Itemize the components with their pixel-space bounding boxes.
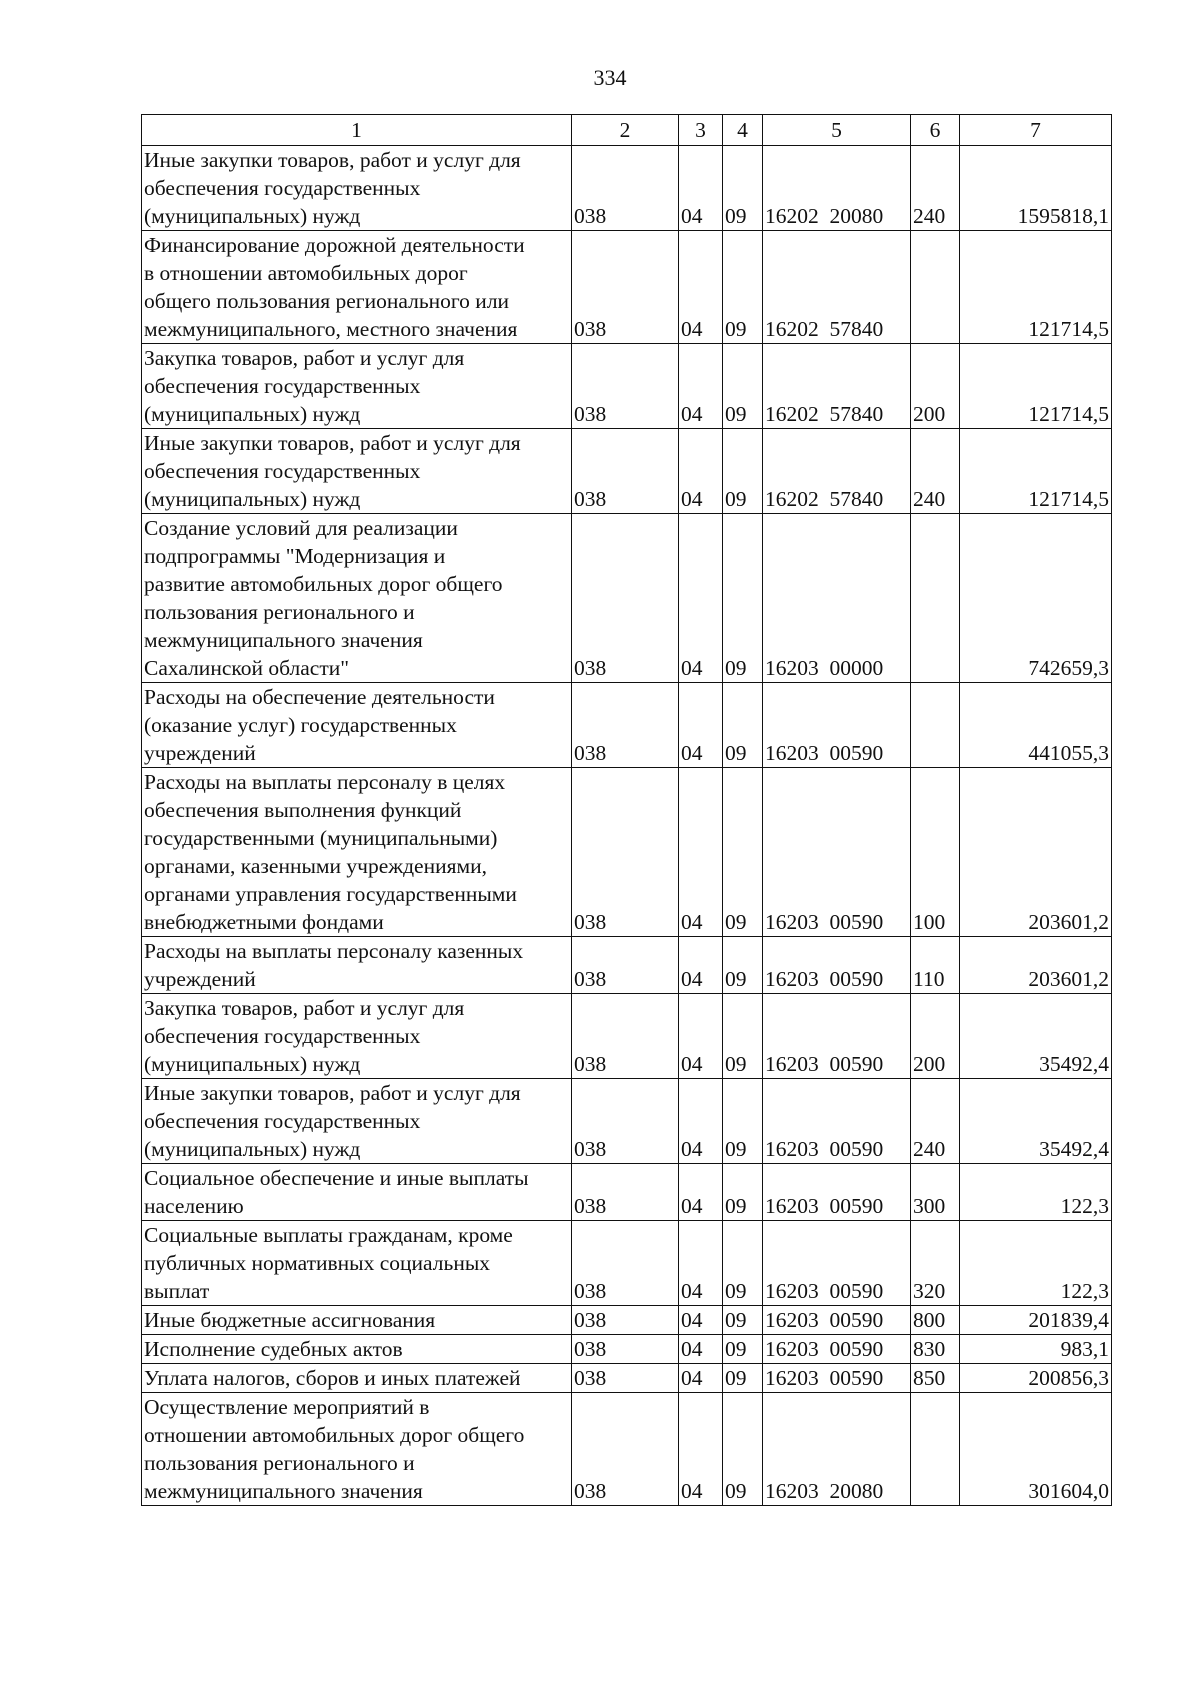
row-col6-cell xyxy=(911,1393,960,1506)
row-name-cell: Закупка товаров, работ и услуг для обеспечения государственных (муниципальных) нужд xyxy=(142,994,572,1079)
row-col2-cell: 038 xyxy=(572,768,679,937)
row-col6-cell: 100 xyxy=(911,768,960,937)
row-col4-cell: 09 xyxy=(723,1164,763,1221)
header-col-1: 1 xyxy=(142,115,572,146)
table-row xyxy=(142,1164,1112,1221)
row-col5-cell: 16203 00590 xyxy=(763,1164,911,1221)
row-amount-cell: 983,1 xyxy=(960,1335,1112,1364)
row-col4-cell: 09 xyxy=(723,768,763,937)
row-col4-cell: 09 xyxy=(723,994,763,1079)
row-amount-cell: 122,3 xyxy=(960,1164,1112,1221)
table-row xyxy=(142,1079,1112,1164)
row-col6-cell xyxy=(911,231,960,344)
row-col6-cell: 240 xyxy=(911,146,960,231)
row-col4-cell: 09 xyxy=(723,937,763,994)
row-amount-cell: 200856,3 xyxy=(960,1364,1112,1393)
row-col2-cell: 038 xyxy=(572,1306,679,1335)
table-row xyxy=(142,1393,1112,1506)
table-row xyxy=(142,146,1112,231)
row-amount-cell: 35492,4 xyxy=(960,1079,1112,1164)
row-col6-cell: 200 xyxy=(911,344,960,429)
header-col-2: 2 xyxy=(572,115,679,146)
row-col4-cell: 09 xyxy=(723,1335,763,1364)
row-col6-cell: 850 xyxy=(911,1364,960,1393)
row-name-cell: Расходы на выплаты персоналу казенных учреждений xyxy=(142,937,572,994)
table-row xyxy=(142,344,1112,429)
table-body xyxy=(142,146,1112,1506)
row-col2-cell: 038 xyxy=(572,344,679,429)
row-col6-cell: 800 xyxy=(911,1306,960,1335)
row-amount-cell: 122,3 xyxy=(960,1221,1112,1306)
table-row xyxy=(142,1306,1112,1335)
row-amount-cell: 121714,5 xyxy=(960,429,1112,514)
row-col3-cell: 04 xyxy=(679,1393,723,1506)
row-amount-cell: 35492,4 xyxy=(960,994,1112,1079)
row-amount-cell: 441055,3 xyxy=(960,683,1112,768)
row-name-cell: Иные закупки товаров, работ и услуг для обеспечения государственных (муниципальных) нужд xyxy=(142,1079,572,1164)
row-col6-cell: 320 xyxy=(911,1221,960,1306)
row-col2-cell: 038 xyxy=(572,1079,679,1164)
table-row xyxy=(142,768,1112,937)
row-amount-cell: 1595818,1 xyxy=(960,146,1112,231)
row-col6-cell: 240 xyxy=(911,1079,960,1164)
row-col3-cell: 04 xyxy=(679,146,723,231)
row-col5-cell: 16203 00590 xyxy=(763,1079,911,1164)
row-amount-cell: 742659,3 xyxy=(960,514,1112,683)
header-col-4: 4 xyxy=(723,115,763,146)
row-amount-cell: 121714,5 xyxy=(960,344,1112,429)
row-col2-cell: 038 xyxy=(572,937,679,994)
row-col5-cell: 16203 00000 xyxy=(763,514,911,683)
page-number: 334 xyxy=(593,65,627,90)
row-name-cell: Социальные выплаты гражданам, кроме публичных нормативных социальных выплат xyxy=(142,1221,572,1306)
row-col4-cell: 09 xyxy=(723,231,763,344)
row-col4-cell: 09 xyxy=(723,1393,763,1506)
header-col-6: 6 xyxy=(911,115,960,146)
row-col6-cell: 110 xyxy=(911,937,960,994)
row-col3-cell: 04 xyxy=(679,683,723,768)
row-col2-cell: 038 xyxy=(572,146,679,231)
row-col5-cell: 16202 57840 xyxy=(763,231,911,344)
table-row xyxy=(142,994,1112,1079)
row-name-cell: Иные закупки товаров, работ и услуг для обеспечения государственных (муниципальных) нужд xyxy=(142,146,572,231)
row-name-cell: Расходы на выплаты персоналу в целях обеспечения выполнения функций государственными (муниципальными) органами, казенными учреждениями, органами управления государственными внебюджетными фондами xyxy=(142,768,572,937)
row-col4-cell: 09 xyxy=(723,1221,763,1306)
row-col2-cell: 038 xyxy=(572,1364,679,1393)
table-row xyxy=(142,1335,1112,1364)
row-name-cell: Иные закупки товаров, работ и услуг для обеспечения государственных (муниципальных) нужд xyxy=(142,429,572,514)
row-name-cell: Уплата налогов, сборов и иных платежей xyxy=(142,1364,572,1393)
row-col5-cell: 16203 00590 xyxy=(763,683,911,768)
row-col5-cell: 16203 00590 xyxy=(763,937,911,994)
row-col6-cell: 200 xyxy=(911,994,960,1079)
row-amount-cell: 203601,2 xyxy=(960,768,1112,937)
row-col2-cell: 038 xyxy=(572,231,679,344)
row-amount-cell: 201839,4 xyxy=(960,1306,1112,1335)
row-col6-cell xyxy=(911,683,960,768)
row-col6-cell: 300 xyxy=(911,1164,960,1221)
row-col4-cell: 09 xyxy=(723,1306,763,1335)
row-col5-cell: 16203 00590 xyxy=(763,1335,911,1364)
row-name-cell: Осуществление мероприятий в отношении автомобильных дорог общего пользования регионального и межмуниципального значения xyxy=(142,1393,572,1506)
row-col5-cell: 16203 00590 xyxy=(763,994,911,1079)
row-col3-cell: 04 xyxy=(679,514,723,683)
row-col3-cell: 04 xyxy=(679,1364,723,1393)
row-name-cell: Финансирование дорожной деятельности в отношении автомобильных дорог общего пользования регионального или межмуниципального, местного значения xyxy=(142,231,572,344)
row-col6-cell: 830 xyxy=(911,1335,960,1364)
row-col3-cell: 04 xyxy=(679,1164,723,1221)
row-col6-cell xyxy=(911,514,960,683)
row-col3-cell: 04 xyxy=(679,1335,723,1364)
row-col3-cell: 04 xyxy=(679,937,723,994)
row-col4-cell: 09 xyxy=(723,514,763,683)
row-col5-cell: 16202 57840 xyxy=(763,344,911,429)
row-col2-cell: 038 xyxy=(572,1221,679,1306)
row-col2-cell: 038 xyxy=(572,1393,679,1506)
header-col-7: 7 xyxy=(960,115,1112,146)
budget-table xyxy=(141,114,1112,1506)
row-name-cell: Закупка товаров, работ и услуг для обеспечения государственных (муниципальных) нужд xyxy=(142,344,572,429)
row-col4-cell: 09 xyxy=(723,683,763,768)
row-col3-cell: 04 xyxy=(679,994,723,1079)
row-col5-cell: 16203 00590 xyxy=(763,1364,911,1393)
row-col4-cell: 09 xyxy=(723,429,763,514)
row-name-cell: Иные бюджетные ассигнования xyxy=(142,1306,572,1335)
row-name-cell: Расходы на обеспечение деятельности (оказание услуг) государственных учреждений xyxy=(142,683,572,768)
table-row xyxy=(142,1364,1112,1393)
row-col3-cell: 04 xyxy=(679,344,723,429)
row-col4-cell: 09 xyxy=(723,344,763,429)
row-amount-cell: 121714,5 xyxy=(960,231,1112,344)
row-col3-cell: 04 xyxy=(679,1079,723,1164)
row-col3-cell: 04 xyxy=(679,1306,723,1335)
row-col3-cell: 04 xyxy=(679,1221,723,1306)
header-row xyxy=(142,115,1112,146)
row-name-cell: Исполнение судебных актов xyxy=(142,1335,572,1364)
row-col3-cell: 04 xyxy=(679,429,723,514)
table-row xyxy=(142,683,1112,768)
table-row xyxy=(142,1221,1112,1306)
row-amount-cell: 301604,0 xyxy=(960,1393,1112,1506)
row-col4-cell: 09 xyxy=(723,1079,763,1164)
table-row xyxy=(142,231,1112,344)
row-col5-cell: 16203 00590 xyxy=(763,1221,911,1306)
row-col3-cell: 04 xyxy=(679,768,723,937)
table-header xyxy=(142,115,1112,146)
row-col5-cell: 16203 20080 xyxy=(763,1393,911,1506)
row-col2-cell: 038 xyxy=(572,1335,679,1364)
row-col2-cell: 038 xyxy=(572,683,679,768)
row-col2-cell: 038 xyxy=(572,429,679,514)
row-name-cell: Создание условий для реализации подпрограммы "Модернизация и развитие автомобильных дорог общего пользования регионального и межмуниципального значения Сахалинской области" xyxy=(142,514,572,683)
row-col3-cell: 04 xyxy=(679,231,723,344)
table-row xyxy=(142,514,1112,683)
row-col5-cell: 16203 00590 xyxy=(763,1306,911,1335)
row-col5-cell: 16202 57840 xyxy=(763,429,911,514)
row-col4-cell: 09 xyxy=(723,146,763,231)
row-col5-cell: 16203 00590 xyxy=(763,768,911,937)
table-row xyxy=(142,937,1112,994)
row-col5-cell: 16202 20080 xyxy=(763,146,911,231)
row-col2-cell: 038 xyxy=(572,994,679,1079)
row-col2-cell: 038 xyxy=(572,1164,679,1221)
header-col-3: 3 xyxy=(679,115,723,146)
row-amount-cell: 203601,2 xyxy=(960,937,1112,994)
header-col-5: 5 xyxy=(763,115,911,146)
row-col2-cell: 038 xyxy=(572,514,679,683)
row-col4-cell: 09 xyxy=(723,1364,763,1393)
row-col6-cell: 240 xyxy=(911,429,960,514)
table-row xyxy=(142,429,1112,514)
row-name-cell: Социальное обеспечение и иные выплаты населению xyxy=(142,1164,572,1221)
